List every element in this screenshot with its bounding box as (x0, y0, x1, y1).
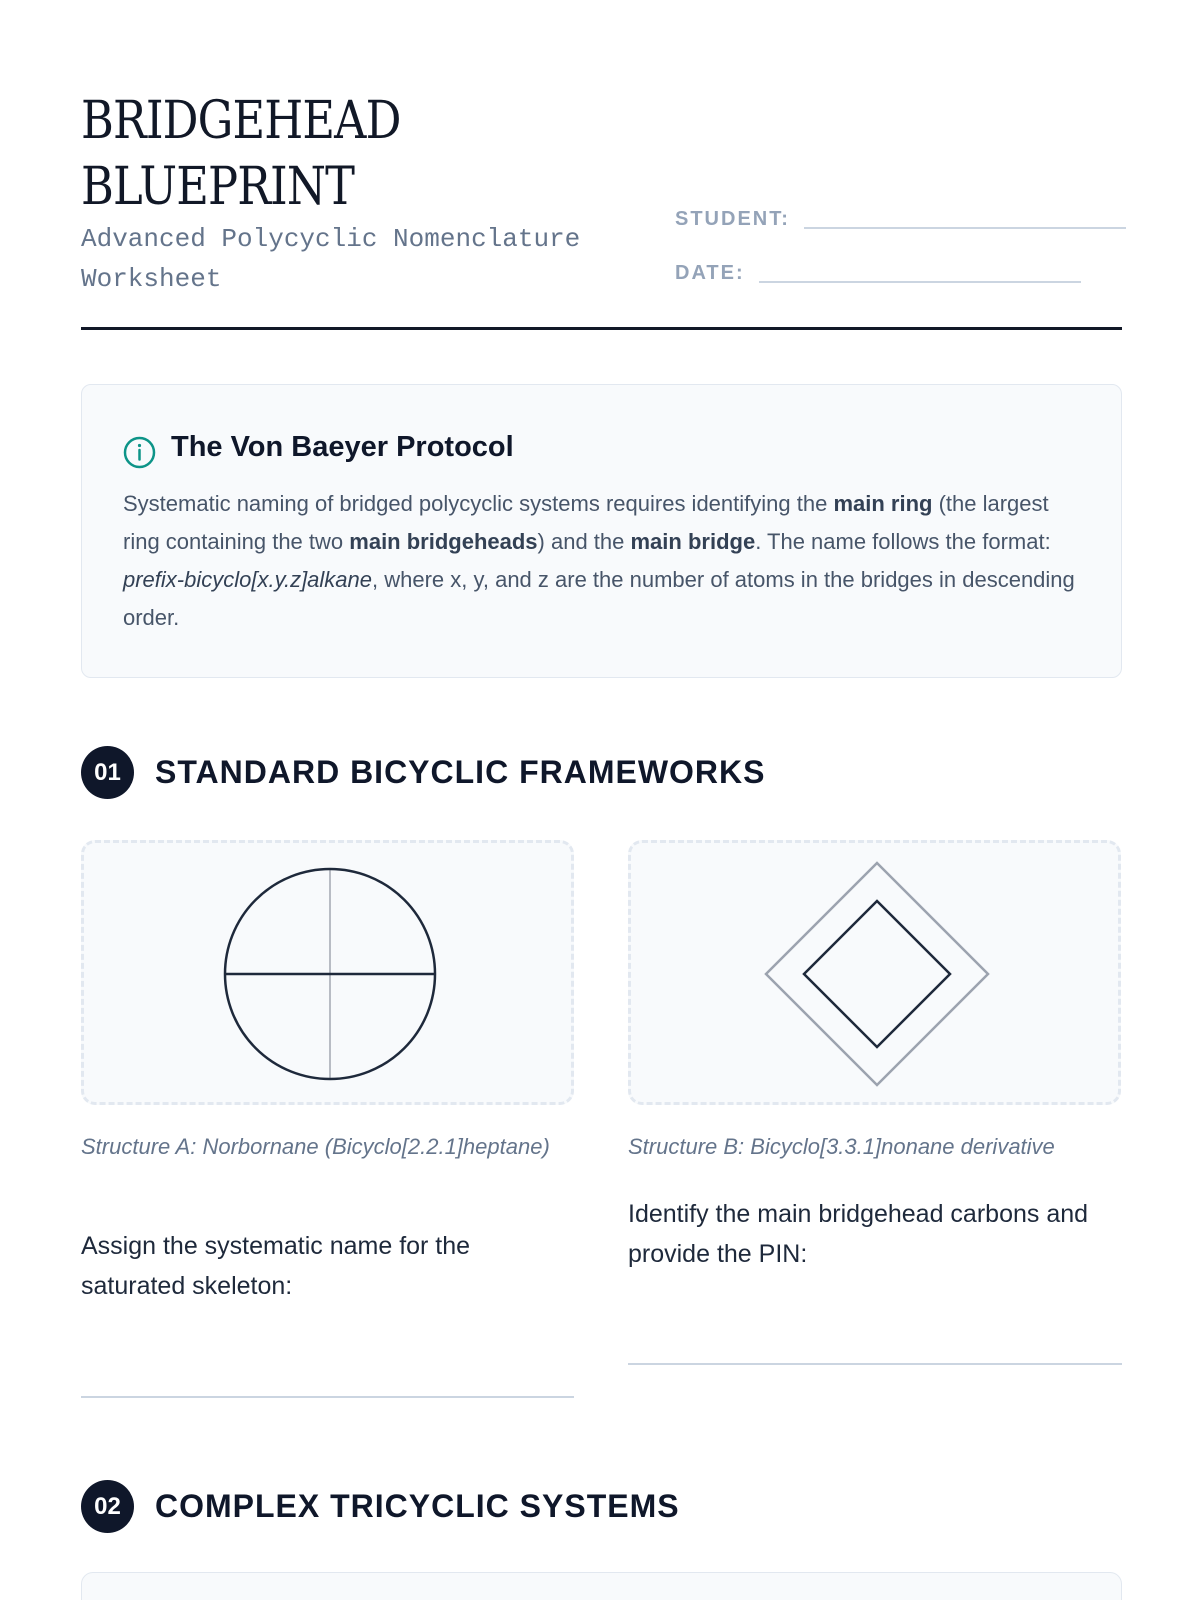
inner-ring (804, 901, 950, 1047)
worksheet-title (81, 88, 401, 220)
student-field (675, 208, 1126, 231)
section-number-badge: 02 (81, 1480, 134, 1533)
section-title: COMPLEX TRICYCLIC SYSTEMS (155, 1488, 680, 1524)
structure-a-answer-line[interactable] (81, 1396, 574, 1398)
section-number-badge: 01 (81, 746, 134, 799)
info-circle-icon (123, 436, 156, 469)
date-field (675, 262, 1081, 285)
structure-a-prompt: Assign the systematic name for the saturated skeleton: (81, 1232, 471, 1300)
structure-a-diagram (81, 840, 574, 1105)
structure-b-caption: Structure B: Bicyclo[3.3.1]nonane derivative (628, 1134, 1055, 1159)
von-baeyer-info-box (81, 384, 1122, 678)
section-title: STANDARD BICYCLIC FRAMEWORKS (155, 754, 766, 790)
info-title: The Von Baeyer Protocol (171, 431, 514, 463)
info-text: ) and the (537, 529, 631, 554)
worksheet-page (81, 0, 1122, 1600)
date-label: DATE: (675, 262, 745, 284)
student-write-line[interactable] (804, 227, 1126, 229)
term-main-ring: main ring (833, 491, 933, 516)
section-02-panel (81, 1572, 1122, 1600)
section-02-header (81, 1480, 680, 1533)
name-format: prefix-bicyclo[x.y.z]alkane (123, 567, 373, 592)
bicyclononane-skeleton-drawing (631, 843, 1124, 1108)
term-main-bridge: main bridge (630, 529, 756, 554)
info-body (123, 485, 1083, 637)
structure-b-diagram (628, 840, 1121, 1105)
section-01-header (81, 746, 765, 799)
info-text: (the largest ring containing the two (123, 491, 1049, 554)
structure-b-answer-line[interactable] (628, 1363, 1122, 1365)
title-line-2: BLUEPRINT (81, 157, 355, 217)
term-main-bridgeheads: main bridgeheads (349, 529, 538, 554)
header-divider (81, 327, 1122, 330)
info-text: , where x, y, and z are the number of atoms in the bridges in descending order. (123, 567, 1075, 630)
structure-b-prompt: Identify the main bridgehead carbons and provide the PIN: (628, 1200, 1089, 1268)
outer-ring (766, 863, 988, 1085)
student-label: STUDENT: (675, 208, 790, 230)
worksheet-subtitle: Advanced Polycyclic Nomenclature Worksheet (81, 224, 581, 294)
info-text: Systematic naming of bridged polycyclic systems requires identifying the (123, 491, 834, 516)
date-write-line[interactable] (759, 281, 1081, 283)
title-line-1: BRIDGEHEAD (81, 91, 401, 151)
info-text: . The name follows the format: (755, 529, 1051, 554)
norbornane-skeleton-drawing (84, 843, 577, 1108)
structure-a-caption: Structure A: Norbornane (Bicyclo[2.2.1]heptane) (81, 1134, 550, 1159)
